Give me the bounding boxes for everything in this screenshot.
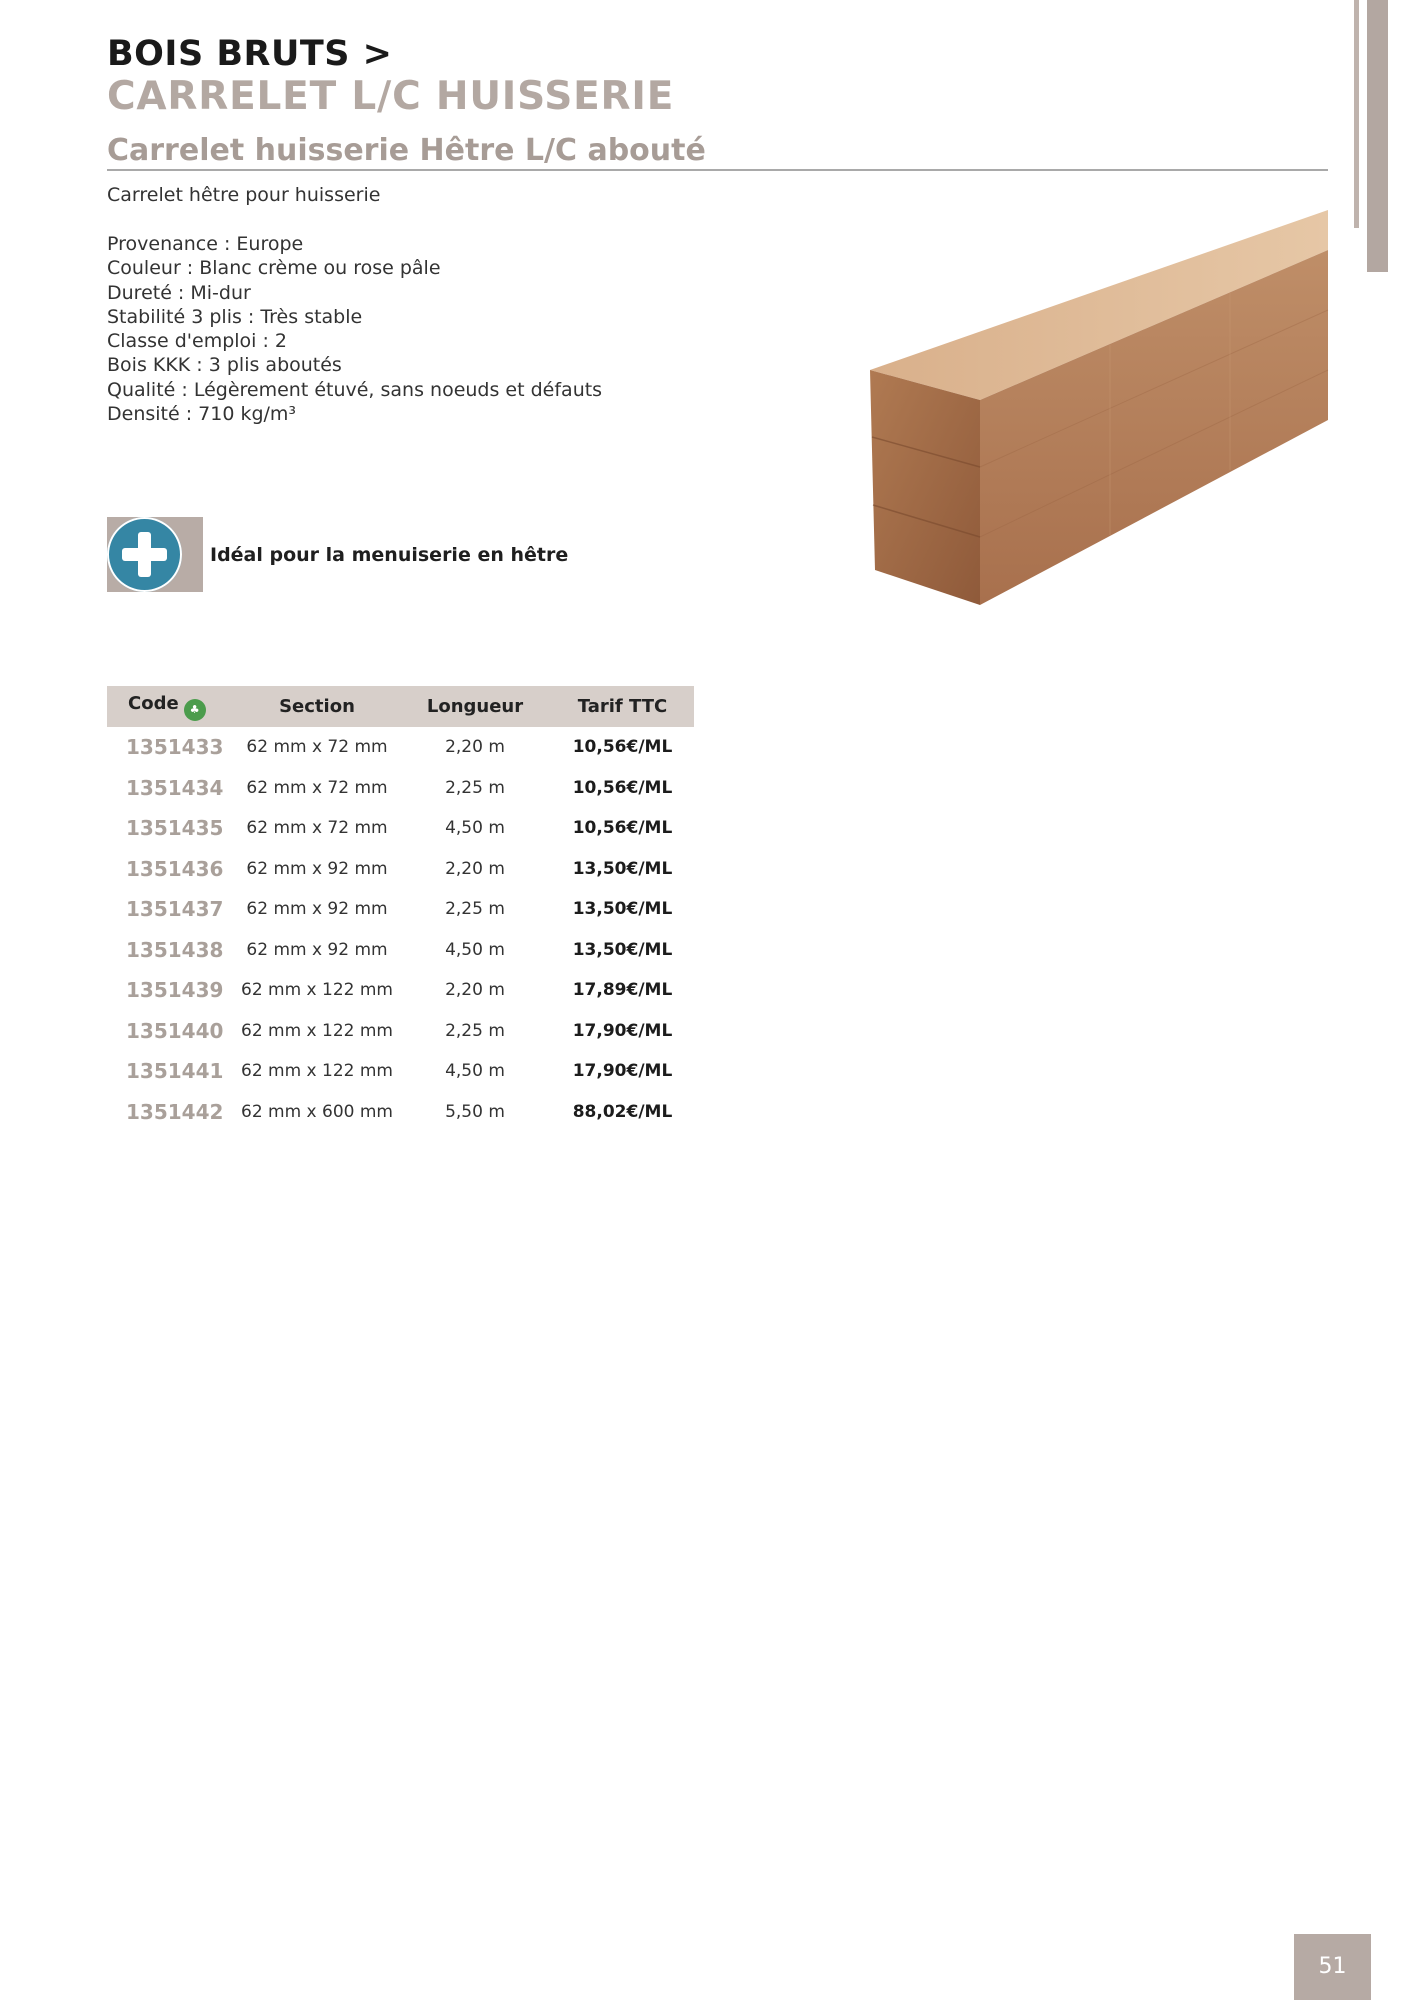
- cell-tarif: 13,50€/ML: [572, 939, 673, 960]
- price-table: [107, 686, 694, 1132]
- cell-tarif: 10,56€/ML: [572, 818, 673, 839]
- cell-code: 1351440: [126, 1018, 224, 1043]
- spec-provenance: Provenance : Europe: [107, 233, 304, 255]
- cell-longueur: 2,25 m: [445, 1020, 505, 1041]
- spec-durete: Dureté : Mi-dur: [107, 281, 251, 304]
- cell-longueur: 2,20 m: [445, 737, 505, 758]
- cell-tarif: 13,50€/ML: [572, 858, 673, 879]
- edge-tab-bar: [1367, 0, 1388, 272]
- cell-tarif: 10,56€/ML: [572, 777, 673, 798]
- cell-tarif: 88,02€/ML: [572, 1101, 673, 1122]
- cell-code: 1351434: [126, 775, 224, 800]
- breadcrumb: BOIS BRUTS >: [107, 34, 393, 74]
- table-row: [107, 808, 694, 849]
- cell-longueur: 4,50 m: [445, 1061, 505, 1082]
- cell-tarif: 17,89€/ML: [572, 980, 673, 1001]
- spec-list: [107, 232, 602, 426]
- table-row: [107, 930, 694, 971]
- cell-longueur: 5,50 m: [445, 1101, 505, 1122]
- cell-tarif: 17,90€/ML: [572, 1061, 673, 1082]
- wood-beam-image: [850, 205, 1330, 625]
- cell-code: 1351436: [126, 856, 224, 881]
- column-header-longueur: Longueur: [426, 696, 524, 717]
- pefc-label-icon: ♣: [184, 699, 206, 721]
- cell-code: 1351433: [126, 735, 224, 760]
- edge-decoration-bar: [1354, 0, 1359, 228]
- cell-section: 62 mm x 122 mm: [241, 1061, 393, 1082]
- cell-tarif: 17,90€/ML: [572, 1020, 673, 1041]
- title-divider: [107, 169, 1328, 171]
- page-title: CARRELET L/C HUISSERIE: [107, 74, 675, 119]
- cell-section: 62 mm x 72 mm: [246, 777, 388, 798]
- table-row: [107, 768, 694, 809]
- cell-section: 62 mm x 122 mm: [241, 1020, 393, 1041]
- cell-section: 62 mm x 122 mm: [241, 980, 393, 1001]
- cell-longueur: 2,25 m: [445, 899, 505, 920]
- cell-code: 1351442: [126, 1099, 224, 1124]
- cell-section: 62 mm x 72 mm: [246, 737, 388, 758]
- table-row: [107, 1092, 694, 1133]
- spec-couleur: Couleur : Blanc crème ou rose pâle: [107, 257, 441, 280]
- cell-longueur: 2,20 m: [445, 980, 505, 1001]
- spec-qualite: Qualité : Légèrement étuvé, sans noeuds et défauts: [107, 378, 603, 401]
- column-header-tarif: Tarif TTC: [577, 696, 668, 717]
- cell-longueur: 4,50 m: [445, 939, 505, 960]
- table-header-row: [107, 686, 694, 727]
- product-intro: Carrelet hêtre pour huisserie: [107, 184, 381, 206]
- cell-code: 1351439: [126, 978, 224, 1003]
- spec-classe-emploi: Classe d'emploi : 2: [107, 330, 288, 353]
- cell-code: 1351437: [126, 897, 224, 922]
- cell-section: 62 mm x 72 mm: [246, 818, 388, 839]
- table-row: [107, 849, 694, 890]
- table-row: [107, 727, 694, 768]
- product-title: Carrelet huisserie Hêtre L/C abouté: [107, 133, 706, 168]
- spec-densite: Densité : 710 kg/m³: [107, 403, 297, 426]
- column-header-code: Code ♣: [107, 686, 235, 727]
- table-row: [107, 889, 694, 930]
- table-row: [107, 1011, 694, 1052]
- page-number: 51: [1294, 1934, 1371, 2000]
- cell-section: 62 mm x 92 mm: [246, 858, 388, 879]
- cell-code: 1351438: [126, 937, 224, 962]
- cell-longueur: 2,20 m: [445, 858, 505, 879]
- cell-tarif: 10,56€/ML: [572, 737, 673, 758]
- cell-section: 62 mm x 600 mm: [241, 1101, 393, 1122]
- spec-stabilite: Stabilité 3 plis : Très stable: [107, 305, 363, 328]
- callout-text: Idéal pour la menuiserie en hêtre: [210, 544, 569, 566]
- cell-tarif: 13,50€/ML: [572, 899, 673, 920]
- cell-code: 1351435: [126, 816, 224, 841]
- cell-longueur: 2,25 m: [445, 777, 505, 798]
- column-header-section: Section: [279, 696, 355, 717]
- cell-section: 62 mm x 92 mm: [246, 939, 388, 960]
- table-row: [107, 970, 694, 1011]
- spec-bois-kkk: Bois KKK : 3 plis aboutés: [107, 354, 342, 377]
- cell-code: 1351441: [126, 1059, 224, 1084]
- table-row: [107, 1051, 694, 1092]
- cell-section: 62 mm x 92 mm: [246, 899, 388, 920]
- plus-icon: [107, 517, 182, 592]
- cell-longueur: 4,50 m: [445, 818, 505, 839]
